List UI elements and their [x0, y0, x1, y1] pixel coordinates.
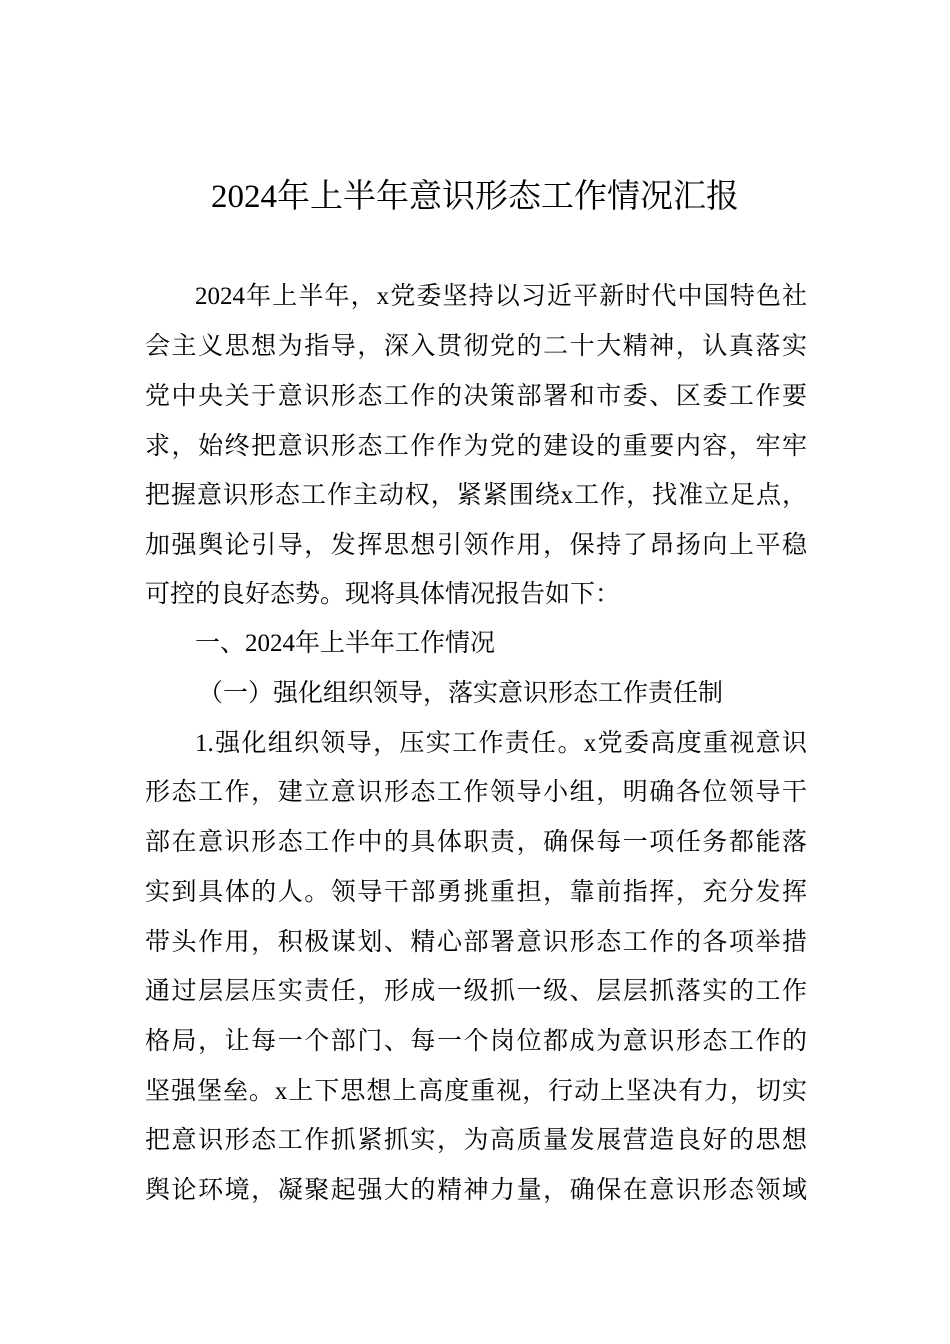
- body-line: 1.强化组织领导，压实工作责任。x党委高度重视意识: [195, 730, 807, 757]
- body-line: 坚强堡垒。x上下思想上高度重视，行动上坚决有力，切实: [145, 1078, 807, 1105]
- intro-line: 加强舆论引导，发挥思想引领作用，保持了昂扬向上平稳: [145, 532, 807, 559]
- intro-line: 会主义思想为指导，深入贯彻党的二十大精神，认真落实: [145, 333, 807, 360]
- body-line: 通过层层压实责任，形成一级抓一级、层层抓落实的工作: [145, 978, 807, 1005]
- document-title: 2024年上半年意识形态工作情况汇报: [211, 179, 739, 215]
- body-line: 舆论环境，凝聚起强大的精神力量，确保在意识形态领域: [145, 1177, 807, 1204]
- body-line: 实到具体的人。领导干部勇挑重担，靠前指挥，充分发挥: [145, 879, 807, 906]
- body-line: 把意识形态工作抓紧抓实，为高质量发展营造良好的思想: [145, 1127, 807, 1154]
- intro-line: 把握意识形态工作主动权，紧紧围绕x工作，找准立足点，: [145, 482, 807, 509]
- body-line: 带头作用，积极谋划、精心部署意识形态工作的各项举措: [145, 929, 807, 956]
- intro-line: 2024年上半年，x党委坚持以习近平新时代中国特色社: [195, 283, 807, 310]
- intro-line: 可控的良好态势。现将具体情况报告如下：: [145, 581, 621, 608]
- body-line: 部在意识形态工作中的具体职责，确保每一项任务都能落: [145, 829, 807, 856]
- intro-line: 党中央关于意识形态工作的决策部署和市委、区委工作要: [145, 383, 807, 410]
- body-line: 形态工作，建立意识形态工作领导小组，明确各位领导干: [145, 779, 807, 806]
- section-heading-2: （一）强化组织领导，落实意识形态工作责任制: [198, 680, 724, 707]
- intro-line: 求，始终把意识形态工作作为党的建设的重要内容，牢牢: [145, 433, 807, 460]
- section-heading-1: 一、2024年上半年工作情况: [195, 630, 496, 657]
- body-line: 格局，让每一个部门、每一个岗位都成为意识形态工作的: [145, 1028, 807, 1055]
